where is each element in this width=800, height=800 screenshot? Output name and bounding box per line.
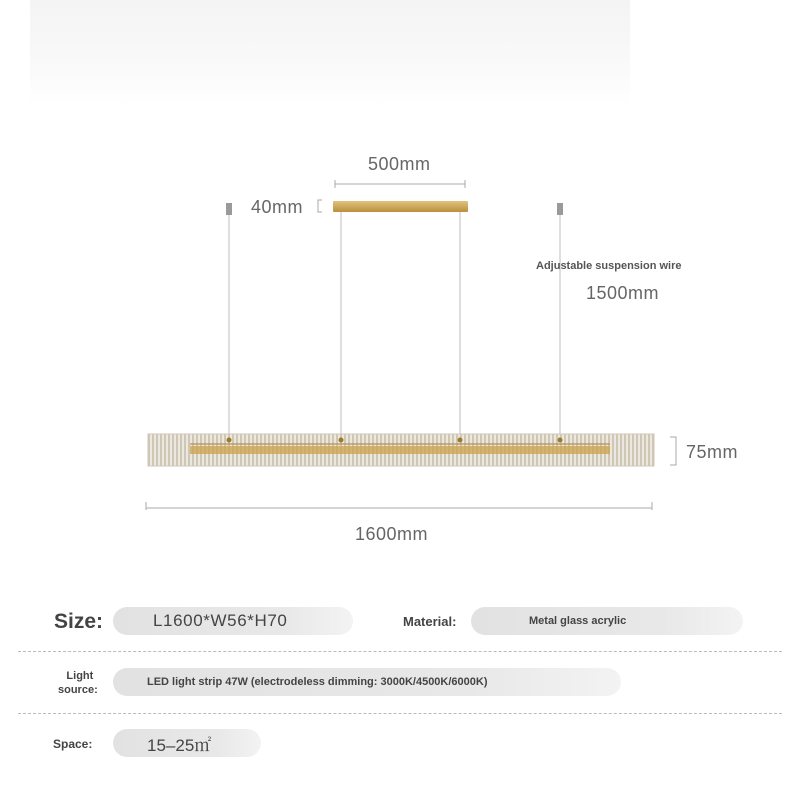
fixture-length-label: 1600mm [355,524,429,544]
wire-length-label: 1500mm [586,283,660,303]
light-source-value: LED light strip 47W (electrodeless dimming: 3000K/4500K/6000K) [147,676,488,688]
canopy-width-marker [335,180,465,188]
space-value: 15–25㎡ [147,735,212,755]
space-pill [113,729,261,757]
wire-note: Adjustable suspension wire [536,260,682,272]
canopy-height-label: 40mm [251,197,304,217]
suspension-wires [229,212,560,435]
wire-anchor-left [226,203,232,215]
fixture-height-marker [670,437,676,465]
size-pill [113,607,353,635]
material-value: Metal glass acrylic [529,615,627,627]
material-pill [471,607,743,635]
fixture-height-label: 75mm [686,442,739,462]
light-source-label [58,669,98,697]
canopy-width-label: 500mm [368,154,431,174]
material-label: Material: [403,614,457,629]
fixture-body [148,434,654,466]
canopy-height-marker [318,200,322,212]
size-value: L1600*W56*H70 [153,611,288,630]
space-label: Space: [53,737,93,751]
wire-anchor-right [557,203,563,215]
ceiling-canopy [333,201,468,212]
divider [18,651,782,652]
light-label-line1: Light [66,670,94,682]
fixture-length-marker [146,502,652,510]
divider [18,713,782,714]
light-label-line2: source: [58,684,98,696]
light-source-pill [113,668,621,696]
size-label: Size: [54,610,104,633]
